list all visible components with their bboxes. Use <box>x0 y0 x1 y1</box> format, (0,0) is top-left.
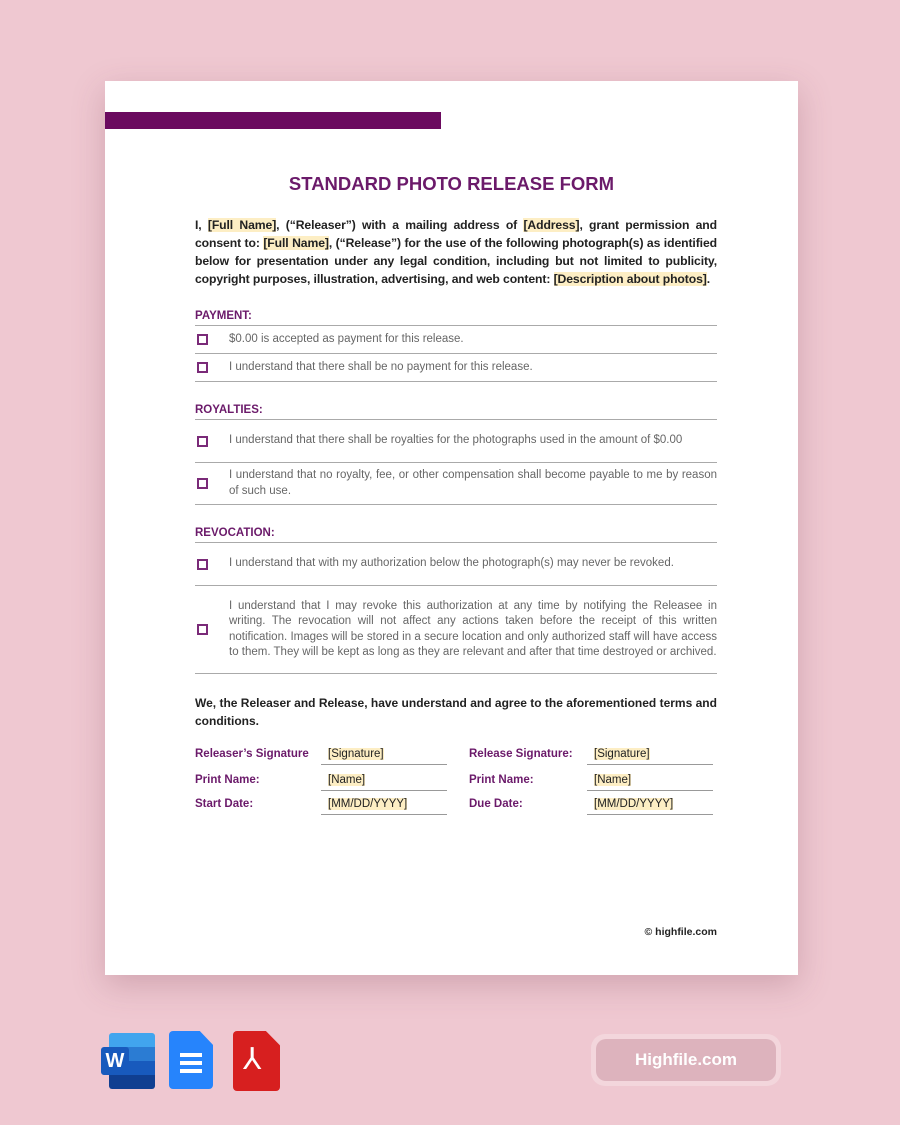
google-docs-icon[interactable] <box>169 1031 217 1089</box>
field-full-name[interactable]: [Full Name] <box>207 218 277 232</box>
due-date-field[interactable]: [MM/DD/YYYY] <box>587 798 713 815</box>
field-description[interactable]: [Description about photos] <box>553 272 707 286</box>
checkbox[interactable] <box>197 362 208 373</box>
print-name-label-2: Print Name: <box>469 774 534 786</box>
print-name-field[interactable]: [Name] <box>321 774 447 791</box>
option-row[interactable]: I understand that no royalty, fee, or other compensation shall become payable to me by reason of such use. <box>195 463 717 505</box>
option-row[interactable]: I understand that there shall be no payment for this release. <box>195 354 717 382</box>
intro-paragraph: I, [Full Name], (“Releaser”) with a mailing address of [Address], grant permission and consent to: [Full Name], (“Release”) for the use of the following photograph(s) as identified below for presentation under any legal condition, including but not limited to publicity, copyright purposes, illustration, advertising, and web content: [Description about photos]. <box>195 218 717 286</box>
start-date-label: Start Date: <box>195 798 254 810</box>
start-date-field[interactable]: [MM/DD/YYYY] <box>321 798 447 815</box>
due-date-label: Due Date: <box>469 798 523 810</box>
checkbox[interactable] <box>197 334 208 345</box>
option-row[interactable]: I understand that with my authorization below the photograph(s) may never be revoked. <box>195 543 717 586</box>
signature-label: Releaser’s Signature <box>195 748 309 760</box>
agreement-text: We, the Releaser and Release, have understand and agree to the aforementioned terms and conditions. <box>195 696 717 728</box>
checkbox[interactable] <box>197 436 208 447</box>
print-name-field-2[interactable]: [Name] <box>587 774 713 791</box>
word-icon[interactable]: W <box>101 1031 149 1089</box>
brand-badge[interactable]: Highfile.com <box>591 1034 781 1086</box>
format-icons <box>101 1031 281 1089</box>
document-page <box>105 81 798 975</box>
signature-block <box>195 748 717 828</box>
royalties-options <box>195 419 717 505</box>
section-heading-payment: PAYMENT: <box>195 310 252 322</box>
checkbox[interactable] <box>197 624 208 635</box>
field-address[interactable]: [Address] <box>523 218 580 232</box>
field-full-name-2[interactable]: [Full Name] <box>263 236 329 250</box>
page-title: STANDARD PHOTO RELEASE FORM <box>288 173 615 194</box>
pdf-icon[interactable]: ⅄ <box>233 1031 281 1089</box>
copyright-text: © highfile.com <box>644 926 717 938</box>
payment-options <box>195 325 717 382</box>
revocation-options <box>195 542 717 674</box>
checkbox[interactable] <box>197 478 208 489</box>
option-row[interactable]: $0.00 is accepted as payment for this release. <box>195 326 717 354</box>
signature-field[interactable]: [Signature] <box>321 748 447 765</box>
section-heading-royalties: ROYALTIES: <box>195 404 263 416</box>
checkbox[interactable] <box>197 559 208 570</box>
section-heading-revocation: REVOCATION: <box>195 527 275 539</box>
release-signature-field[interactable]: [Signature] <box>587 748 713 765</box>
release-signature-label: Release Signature: <box>469 748 573 760</box>
header-accent-bar <box>105 112 441 129</box>
option-row[interactable]: I understand that there shall be royalties for the photographs used in the amount of $0.00 <box>195 420 717 463</box>
print-name-label: Print Name: <box>195 774 260 786</box>
option-row[interactable]: I understand that I may revoke this authorization at any time by notifying the Releasee in writing. The revocation will not affect any actions taken before the receipt of this written notification. Images will be stored in a secure location and only authorized staff will have access to them. They will be kept as long as they are relevant and after that time destroyed or archived. <box>195 586 717 674</box>
